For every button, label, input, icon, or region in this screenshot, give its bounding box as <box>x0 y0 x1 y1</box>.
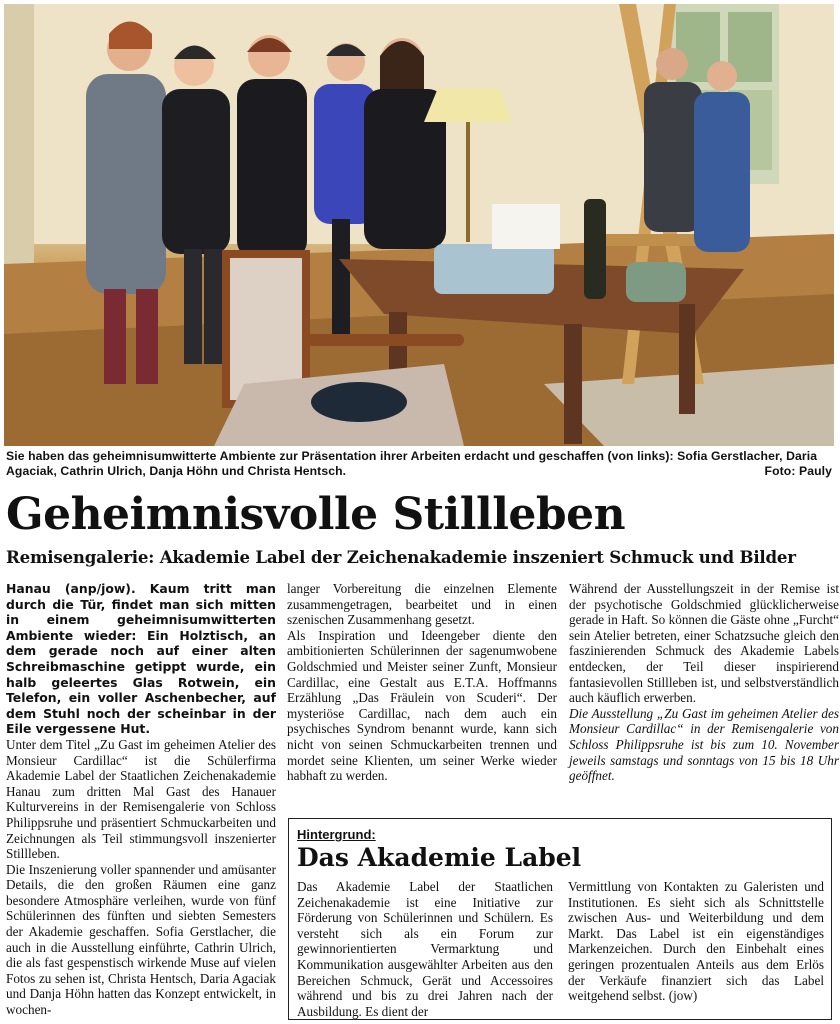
background-info-box <box>288 818 832 1020</box>
photograph-icon <box>4 4 834 446</box>
photo-credit: Foto: Pauly <box>764 464 832 478</box>
body-paragraph: Während der Ausstellungszeit in der Remise ist der psychotische Goldschmied glücklicherweise gerade in Haft. So können die Gäste ohne „Furcht“ sein Atelier betreten, einer Schatzsuche gleich den faszinierenden Schmuck des Akademie Labels entdecken, der Teil dieser inspirierend fantasievollen Stillleben ist, und selbstverständlich auch käuflich erwerben. <box>569 581 839 706</box>
caption-text: Sie haben das geheimnisumwitterte Ambiente zur Präsentation ihrer Arbeiten erdacht und geschaffen (von links): Sofia Gerstlacher, Daria Agaciak, Cathrin Ulrich, Danja Höhn und Christa Hentsch. <box>6 449 818 478</box>
box-column-1 <box>297 879 553 1019</box>
box-paragraph: Das Akademie Label der Staatlichen Zeichenakademie ist eine Initiative zur Förderung von Schülerinnen und Schülern. Es versteht sich als ein Forum zur gewinnorientierten Vermarktung und Kommunikation ausgewählter Arbeiten aus den Bereichen Schmuck, Gerät und Accessoires während und bis zu drei Jahren nach der Ausbildung. Es dient der <box>297 879 553 1019</box>
body-paragraph: Unter dem Titel „Zu Gast im geheimen Atelier des Monsieur Cardillac“ ist die Schülerfirma Akademie Label der Staatlichen Zeichenakademie Hanau zum dritten Mal Gast des Hanauer Kulturvereins in der Remisengalerie von Schloss Philippsruhe und präsentiert Schmuckarbeiten und Zeichnungen als Teil stimmungsvoll inszenierter Stillleben. <box>6 736 276 862</box>
article-column-1 <box>6 581 276 1018</box>
headline: Geheimnisvolle Stillleben <box>6 489 626 540</box>
body-paragraph: Die Inszenierung voller spannender und amüsanter Details, die den großen Räumen eine ganz besondere Atmosphäre verleihen, wurde von fünf Schülerinnen des fünften und siebten Semesters der Akademie geschaffen. Sofia Gerstlacher, die auch in die Ausstellung einführte, Cathrin Ulrich, die als fast gespenstisch wirkende Muse auf vielen Fotos zu sehen ist, Christa Hentsch, Daria Agaciak und Danja Höhn hatten das Konzept entwickelt, in wochen- <box>6 861 276 1018</box>
body-paragraph: langer Vorbereitung die einzelnen Elemente zusammengetragen, bearbeitet und in einen szenischen Zusammenhang gesetzt. <box>287 581 557 628</box>
article-column-3 <box>569 581 839 784</box>
box-kicker: Hintergrund: <box>297 827 376 842</box>
body-paragraph: Als Inspiration und Ideengeber diente den ambitionierten Schülerinnen der sagenumwobene Goldschmied und Meister seiner Zunft, Monsieur Cardillac, eine Gestalt aus E.T.A. Hoffmanns Erzählung „Das Fräulein von Scuderi“. Der mysteriöse Cardillac, nach dem auch ein psychisches Syndrom benannt wurde, kann sich nicht von seinen Schmuckarbeiten trennen und mordet seine Klienten, um seiner Werke wieder habhaft zu werden. <box>287 627 557 784</box>
box-paragraph: Vermittlung von Kontakten zu Galeristen und Institutionen. Es sieht sich als Schnittstelle zwischen Aus- und Weiterbildung und dem Markt. Das Label ist ein eigenständiges Markenzeichen. Durch den Einbehalt eines geringen prozentualen Anteils aus dem Erlös der Verkäufe finanziert sich das Label weitgehend selbst. (jow) <box>568 879 824 1004</box>
box-column-2 <box>568 879 824 1004</box>
photo-caption <box>6 449 832 479</box>
exhibition-info: Die Ausstellung „Zu Gast im geheimen Atelier des Monsieur Cardillac“ in der Remisengalerie von Schloss Philippsruhe ist bis zum 10. November jeweils samstags und sonntags von 15 bis 18 Uhr geöffnet. <box>569 705 839 784</box>
subheadline: Remisengalerie: Akademie Label der Zeichenakademie inszeniert Schmuck und Bilder <box>6 547 796 567</box>
box-title: Das Akademie Label <box>297 843 582 872</box>
article-column-2 <box>287 581 557 784</box>
article-photo <box>4 4 834 446</box>
lead-paragraph: Hanau (anp/jow). Kaum tritt man durch die Tür, findet man sich mitten in einem geheimnisumwitterten Ambiente wieder: Ein Holztisch, an dem gerade noch auf einer alten Schreibmaschine getippt wurde, ein halb geleertes Glas Rotwein, ein Telefon, ein voller Aschenbecher, auf dem Stuhl noch der scheinbar in der Eile vergessene Hut. <box>6 581 276 737</box>
